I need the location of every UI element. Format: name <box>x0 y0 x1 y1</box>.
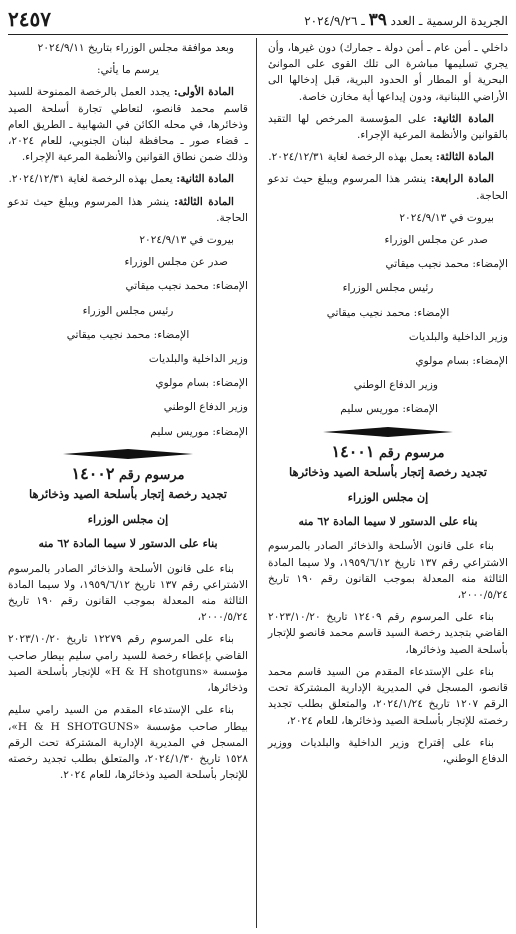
interior-minister-title: وزير الداخلية والبلديات <box>408 330 508 343</box>
decree-subject: تجديد رخصة إتجار بأسلحة الصيد وذخائرها <box>289 464 487 479</box>
article-text: يجدد العمل بالرخصة الممنوحة للسيد قاسم محمد قانصو، لتعاطي تجارة أسلحة الصيد وذخائرها، في محله الكائن في الشهابية ـ الطريق العام ـ قضاء صور ـ محافظة لبنان الجنوبي، للعام ٢٠٢٤، وذلك ضمن نطاق القوانين والأنظمة المرعية الإجراء. <box>8 86 248 164</box>
article-3 <box>8 194 248 226</box>
issue-date: ـ ٢٠٢٤/٩/٢٦ <box>304 14 365 28</box>
article-2 <box>268 111 508 143</box>
signature-pm-2: الإمضاء: محمد نجيب ميقاتي <box>326 306 450 319</box>
place-date: بيروت في ٢٠٢٤/٩/١٣ <box>399 211 494 224</box>
right-column <box>268 40 508 773</box>
journal-masthead <box>304 10 508 30</box>
defense-minister-title: وزير الدفاع الوطني <box>163 401 248 414</box>
article-text: ينشر هذا المرسوم ويبلغ حيث تدعو الحاجة. <box>268 173 508 202</box>
decree-number: ١٤٠٠٢ <box>71 463 115 483</box>
issued-by: صدر عن مجلس الوزراء <box>124 256 228 269</box>
article-1 <box>8 84 248 165</box>
article-label: المادة الثالثة: <box>435 151 494 164</box>
article-label: المادة الثانية: <box>176 173 234 186</box>
decrees-line: يرسم ما يأتي: <box>97 64 159 77</box>
article-2 <box>8 171 248 187</box>
signature-interior: الإمضاء: بسام مولوي <box>155 377 248 390</box>
decree-title <box>268 441 508 462</box>
signature-defense: الإمضاء: موريس سليم <box>150 425 248 438</box>
decree-subject: تجديد رخصة إتجار بأسلحة الصيد وذخائرها <box>29 487 227 502</box>
constitution-basis: بناء على الدستور لا سيما المادة ٦٢ منه <box>298 515 478 529</box>
column-divider <box>256 38 257 928</box>
place-date: بيروت في ٢٠٢٤/٩/١٣ <box>139 234 234 247</box>
signature-pm: الإمضاء: محمد نجيب ميقاتي <box>125 280 248 293</box>
separator-ornament <box>268 426 508 438</box>
defense-minister-title: وزير الدفاع الوطني <box>353 379 438 392</box>
article-label: المادة الأولى: <box>173 86 234 99</box>
article-3 <box>268 149 508 165</box>
journal-name: الجريدة الرسمية ـ العدد <box>390 14 508 28</box>
pm-title: رئيس مجلس الوزراء <box>82 304 174 317</box>
paragraph: بناء على الإستدعاء المقدم من السيد رامي سليم بيطار صاحب مؤسسة «H & H SHOTGUNS»، المسجل في المديرية الإدارية المشتركة تحت الرقم ١٥٢٨ تاريخ ٢٠٢٤/١/٣٠، والمتعلق بطلب تجديد رخصته للإتجار بأسلحة الصيد وذخائرها، للعام ٢٠٢٤. <box>8 704 248 782</box>
paragraph: بناء على المرسوم رقم ١٢٤٠٩ تاريخ ٢٠٢٣/١٠/٢٠ القاضي بتجديد رخصة السيد قاسم محمد قانصو للإتجار بأسلحة الصيد وذخائرها، <box>268 611 508 656</box>
article-4 <box>268 171 508 203</box>
signature-pm: الإمضاء: محمد نجيب ميقاتي <box>385 258 508 271</box>
article-label: المادة الرابعة: <box>430 173 494 186</box>
council-heading: إن مجلس الوزراء <box>87 513 169 527</box>
decree-label: مرسوم رقم <box>379 445 445 461</box>
council-heading: إن مجلس الوزراء <box>347 491 429 505</box>
article-label: المادة الثانية: <box>433 112 495 125</box>
approval-line: وبعد موافقة مجلس الوزراء بتاريخ ٢٠٢٤/٩/١١ <box>37 42 234 54</box>
page-header <box>8 6 508 35</box>
paragraph: بناء على الإستدعاء المقدم من السيد قاسم محمد قانصو، المسجل في المديرية الإدارية المشتركة تحت الرقم ١٢٠٧ تاريخ ٢٠٢٤/١/٢٤، والمتعلق بطلب تجديد رخصته للإتجار بأسلحة الصيد وذخائرها، للعام ٢٠٢٤، <box>268 665 508 727</box>
paragraph: بناء على إقتراح وزير الداخلية والبلديات ووزير الدفاع الوطني، <box>268 736 508 765</box>
paragraph: داخلي ـ أمن عام ـ أمن دولة ـ جمارك) دون غيرها، وأن يجري تسليمها مباشرة الى تلك القوى على الموانئ البحرية أو المطار أو الحدود البرية، قبل إدخالها الى الأراضي اللبنانية، ودون إيداعها أية مخازن خاصة. <box>268 42 508 103</box>
decree-number: ١٤٠٠١ <box>331 441 375 461</box>
interior-minister-title: وزير الداخلية والبلديات <box>148 353 248 366</box>
paragraph: بناء على قانون الأسلحة والذخائر الصادر بالمرسوم الاشتراعي رقم ١٣٧ تاريخ ١٩٥٩/٦/١٢، ولا سيما المادة الثالثة منه المعدلة بموجب القانون رقم ١٩٠ تاريخ ٢٠٠٠/٥/٢٤، <box>268 540 508 602</box>
page-number: ٢٤٥٧ <box>8 7 51 31</box>
article-text: ينشر هذا المرسوم ويبلغ حيث تدعو الحاجة. <box>8 195 248 224</box>
constitution-basis: بناء على الدستور لا سيما المادة ٦٢ منه <box>38 537 218 551</box>
paragraph: بناء على المرسوم رقم ١٢٢٧٩ تاريخ ٢٠٢٣/١٠/٢٠ القاضي بإعطاء رخصة للسيد رامي سليم بيطار صاحب مؤسسة «H & H shotguns» للإتجار بأسلحة الصيد وذخائرها، <box>8 633 248 695</box>
left-column <box>8 40 248 789</box>
paragraph: بناء على قانون الأسلحة والذخائر الصادر بالمرسوم الاشتراعي رقم ١٣٧ تاريخ ١٩٥٩/٦/١٢، ولا سيما المادة الثالثة منه المعدلة بموجب القانون رقم ١٩٠ تاريخ ٢٠٠٠/٥/٢٤، <box>8 562 248 624</box>
decree-title <box>8 463 248 484</box>
pm-title: رئيس مجلس الوزراء <box>342 282 434 295</box>
article-label: المادة الثالثة: <box>174 195 234 208</box>
issued-by: صدر عن مجلس الوزراء <box>384 234 488 247</box>
separator-ornament <box>8 448 248 460</box>
signature-defense: الإمضاء: موريس سليم <box>340 403 438 416</box>
article-text: على المؤسسة المرخص لها التقيد بالقوانين والأنظمة المرعية الإجراء. <box>268 112 508 142</box>
signature-interior: الإمضاء: بسام مولوي <box>415 355 508 368</box>
article-text: يعمل بهذه الرخصة لغاية ٢٠٢٤/١٢/٣١. <box>8 173 177 186</box>
article-text: يعمل بهذه الرخصة لغاية ٢٠٢٤/١٢/٣١. <box>268 151 436 164</box>
signature-pm-2: الإمضاء: محمد نجيب ميقاتي <box>66 328 190 341</box>
decree-label: مرسوم رقم <box>119 467 185 483</box>
issue-number: ٣٩ <box>368 10 387 30</box>
